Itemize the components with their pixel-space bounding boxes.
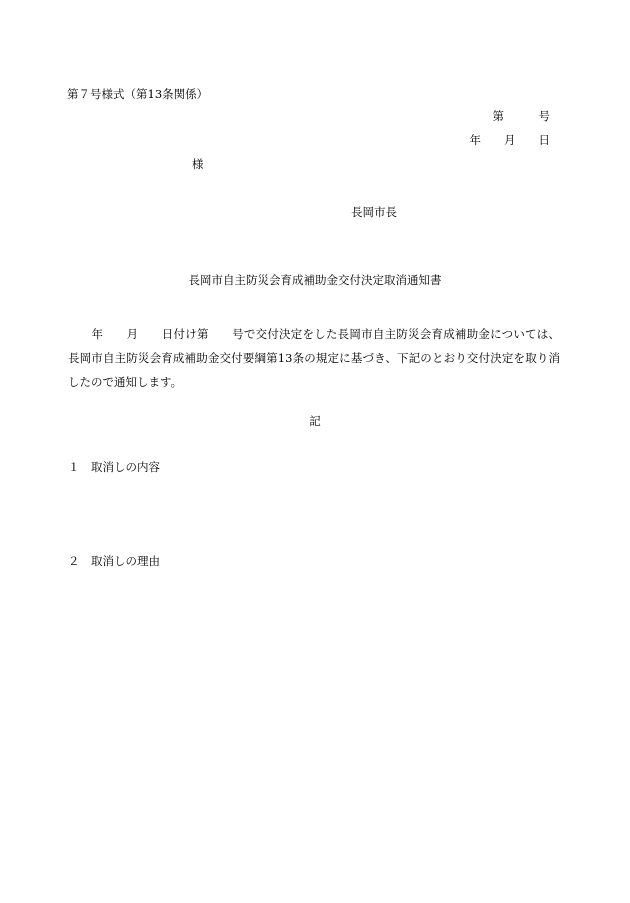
document-title: 長岡市自主防災会育成補助金交付決定取消通知書 xyxy=(188,273,442,287)
item-cancellation-content: １ 取消しの内容 xyxy=(68,460,160,474)
ki-marker: 記 xyxy=(309,414,321,428)
issuer: 長岡市長 xyxy=(351,205,397,219)
document-date: 年 月 日 xyxy=(469,133,550,147)
document-number: 第 号 xyxy=(492,109,550,123)
item-cancellation-reason: ２ 取消しの理由 xyxy=(68,554,160,568)
form-label: 第７号様式（第13条関係） xyxy=(67,87,209,101)
recipient: 様 xyxy=(192,157,204,171)
body-paragraph: 年 月 日付け第 号で交付決定をした長岡市自主防災会育成補助金については、長岡市自主防災会育成補助金交付要綱第13条の規定に基づき、下記のとおり交付決定を取り消したので通知します。 xyxy=(68,327,560,389)
